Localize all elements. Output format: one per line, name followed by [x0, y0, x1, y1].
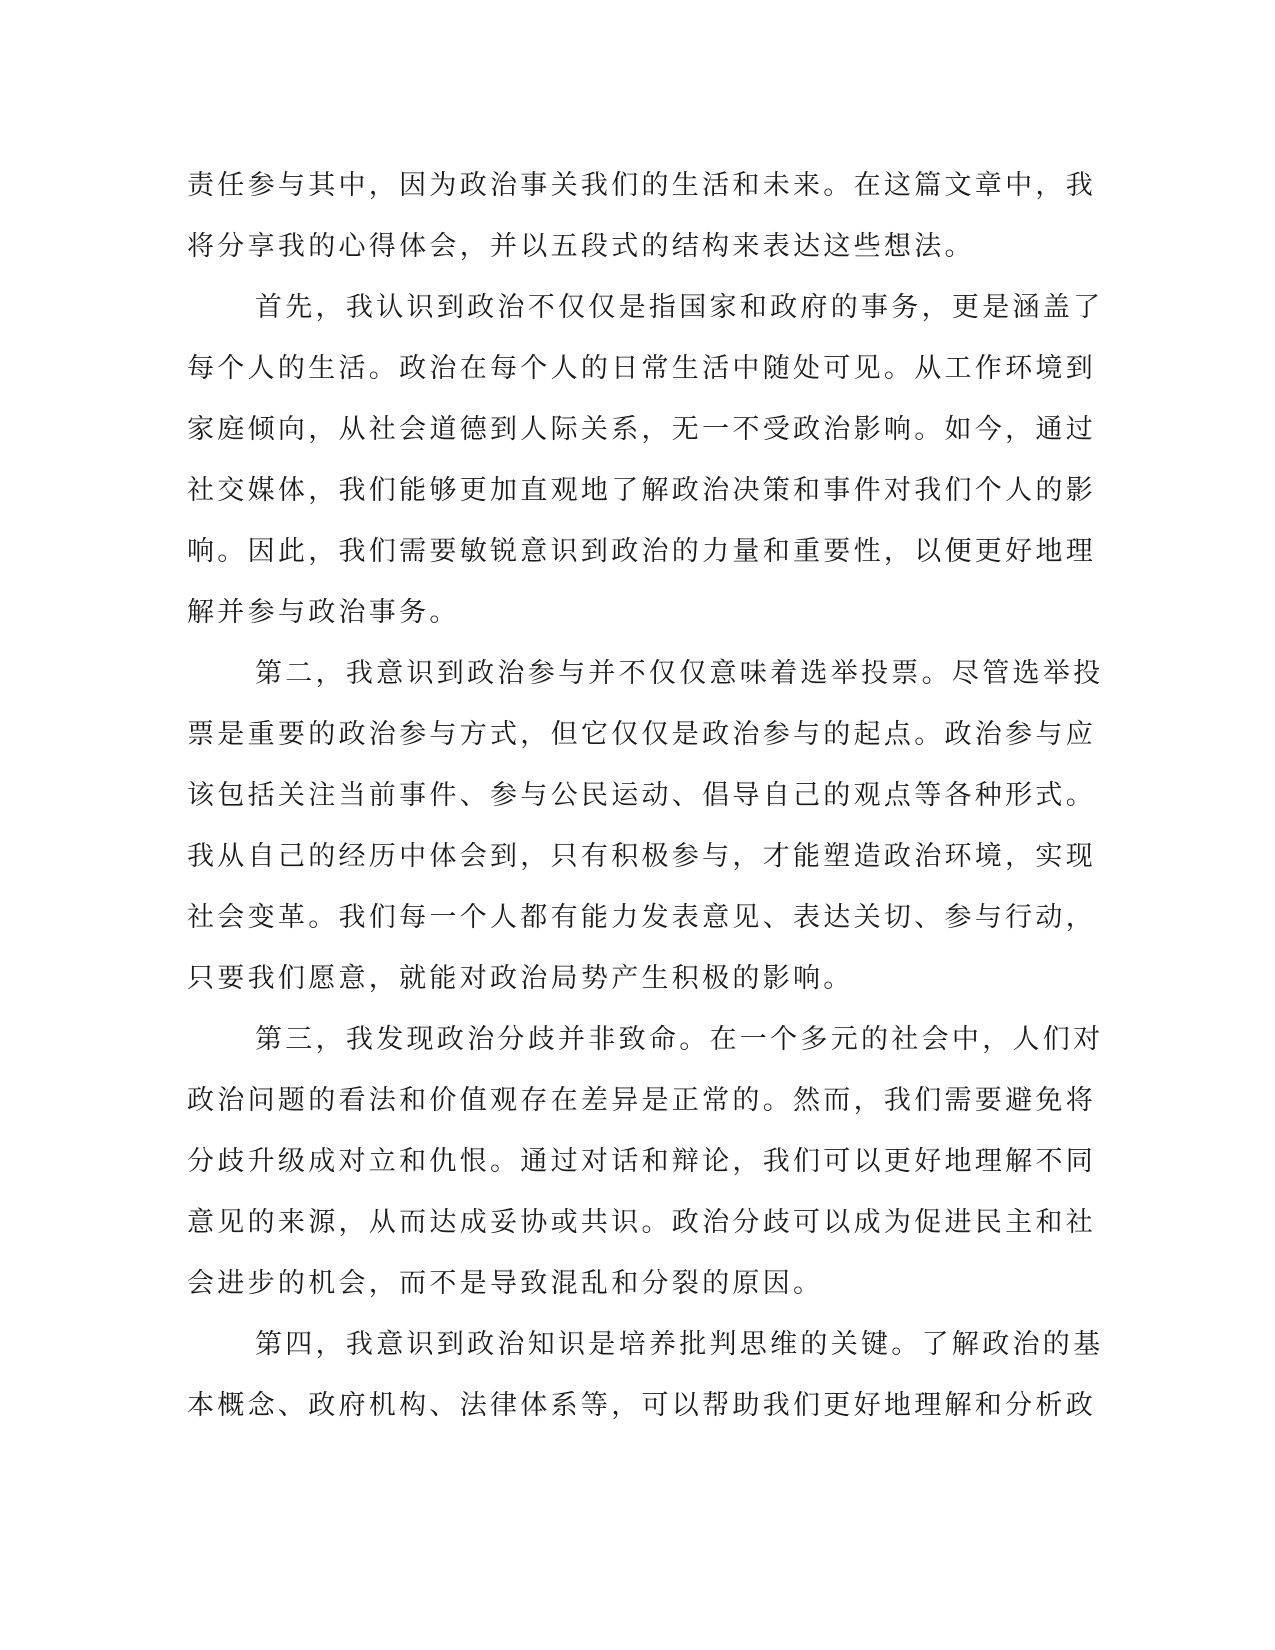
text-line: 只要我们愿意，就能对政治局势产生积极的影响。 — [187, 963, 854, 994]
document-body — [187, 155, 1104, 1436]
paragraph-third-point — [187, 1009, 1104, 1314]
text-line: 分歧升级成对立和仇恨。通过对话和辩论，我们可以更好地理解不同 — [187, 1146, 1096, 1177]
text-line: 我从自己的经历中体会到，只有积极参与，才能塑造政治环境，实现 — [187, 841, 1096, 872]
paragraph-first-point — [187, 277, 1104, 643]
text-line: 第二，我意识到政治参与并不仅仅意味着选举投票。尽管选举投 — [255, 658, 1104, 689]
text-line: 每个人的生活。政治在每个人的日常生活中随处可见。从工作环境到 — [187, 353, 1096, 384]
text-line: 政治问题的看法和价值观存在差异是正常的。然而，我们需要避免将 — [187, 1085, 1096, 1116]
text-line: 社会变革。我们每一个人都有能力发表意见、表达关切、参与行动， — [187, 902, 1096, 933]
text-line: 第三，我发现政治分歧并非致命。在一个多元的社会中，人们对 — [255, 1024, 1104, 1055]
text-line: 家庭倾向，从社会道德到人际关系，无一不受政治影响。如今，通过 — [187, 414, 1096, 445]
text-line: 票是重要的政治参与方式，但它仅仅是政治参与的起点。政治参与应 — [187, 719, 1096, 750]
text-line: 社交媒体，我们能够更加直观地了解政治决策和事件对我们个人的影 — [187, 475, 1096, 506]
text-line: 会进步的机会，而不是导致混乱和分裂的原因。 — [187, 1268, 824, 1299]
text-line: 该包括关注当前事件、参与公民运动、倡导自己的观点等各种形式。 — [187, 780, 1096, 811]
text-line: 解并参与政治事务。 — [187, 597, 460, 628]
text-line: 本概念、政府机构、法律体系等，可以帮助我们更好地理解和分析政 — [187, 1390, 1096, 1421]
text-line: 首先，我认识到政治不仅仅是指国家和政府的事务，更是涵盖了 — [255, 292, 1104, 323]
paragraph-fourth-point — [187, 1314, 1104, 1436]
text-line: 意见的来源，从而达成妥协或共识。政治分歧可以成为促进民主和社 — [187, 1207, 1096, 1238]
paragraph-second-point — [187, 643, 1104, 1009]
text-line: 将分享我的心得体会，并以五段式的结构来表达这些想法。 — [187, 231, 975, 262]
text-line: 责任参与其中，因为政治事关我们的生活和未来。在这篇文章中，我 — [187, 170, 1096, 201]
text-line: 响。因此，我们需要敏锐意识到政治的力量和重要性，以便更好地理 — [187, 536, 1096, 567]
text-line: 第四，我意识到政治知识是培养批判思维的关键。了解政治的基 — [255, 1329, 1104, 1360]
paragraph-intro-continued — [187, 155, 1096, 277]
